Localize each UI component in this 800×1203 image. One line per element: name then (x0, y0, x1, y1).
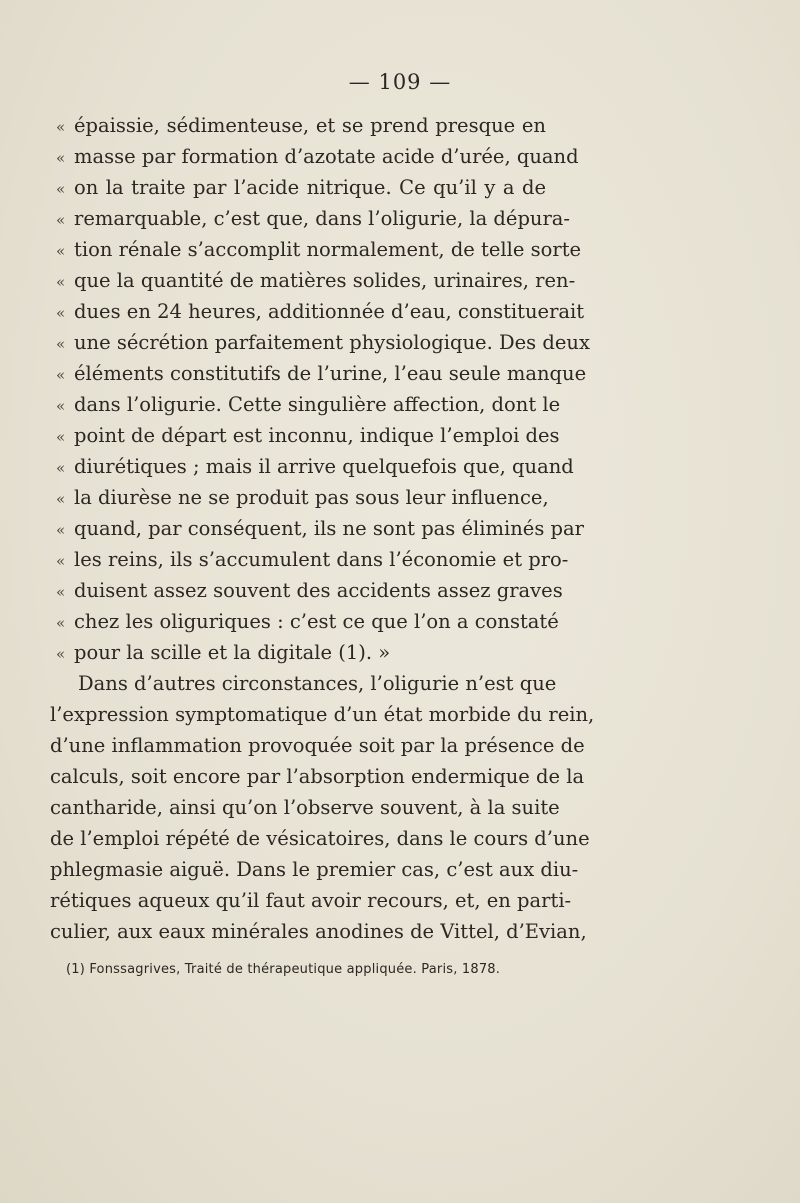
quote-text: les reins, ils s’accumulent dans l’économie et pro- (74, 548, 569, 571)
paragraph-line: d’une inflammation provoquée soit par la présence de (50, 734, 585, 757)
quote-mark: « (56, 304, 66, 322)
quote-mark: « (56, 273, 66, 291)
quote-mark: « (56, 490, 66, 508)
paragraph-line: l’expression symptomatique d’un état morbide du rein, (50, 703, 595, 726)
quote-line (56, 424, 560, 449)
quote-line (56, 393, 561, 418)
quote-text: duisent assez souvent des accidents assez graves (74, 579, 563, 602)
paragraph-line: rétiques aqueux qu’il faut avoir recours, et, en parti- (50, 889, 572, 912)
quote-mark: « (56, 521, 66, 539)
quote-text: tion rénale s’accomplit normalement, de telle sorte (74, 238, 582, 261)
quote-mark: « (56, 397, 66, 415)
quote-line (56, 579, 563, 604)
paragraph-line: de l’emploi répété de vésicatoires, dans le cours d’une (50, 827, 590, 850)
quote-line (56, 331, 590, 356)
quote-line (56, 517, 584, 542)
paragraph-line: calculs, soit encore par l’absorption endermique de la (50, 765, 585, 788)
quote-text: une sécrétion parfaitement physiologique. Des deux (74, 331, 590, 354)
quote-text: quand, par conséquent, ils ne sont pas éliminés par (74, 517, 584, 540)
paragraph-line: cantharide, ainsi qu’on l’observe souvent, à la suite (50, 796, 560, 819)
quote-line (56, 114, 546, 139)
quote-line (56, 486, 549, 511)
quote-mark: « (56, 335, 66, 353)
quote-mark: « (56, 614, 66, 632)
quote-mark: « (56, 366, 66, 384)
quote-text: dans l’oligurie. Cette singulière affection, dont le (74, 393, 561, 416)
quote-text: pour la scille et la digitale (1). » (74, 641, 391, 664)
quote-mark: « (56, 428, 66, 446)
quote-text: point de départ est inconnu, indique l’emploi des (74, 424, 560, 447)
quote-line (56, 610, 559, 635)
quote-text: la diurèse ne se produit pas sous leur influence, (74, 486, 549, 509)
quote-line (56, 238, 582, 263)
quote-line (56, 300, 585, 325)
quote-text: on la traite par l’acide nitrique. Ce qu’il y a de (74, 176, 546, 199)
quote-mark: « (56, 149, 66, 167)
quote-mark: « (56, 118, 66, 136)
quote-mark: « (56, 552, 66, 570)
paragraph-line: phlegmasie aiguë. Dans le premier cas, c’est aux diu- (50, 858, 579, 881)
quote-text: que la quantité de matières solides, urinaires, ren- (74, 269, 576, 292)
quote-line (56, 641, 546, 666)
quote-mark: « (56, 180, 66, 198)
quote-mark: « (56, 645, 66, 663)
page-number: — 109 — (348, 70, 452, 94)
quote-text: masse par formation d’azotate acide d’urée, quand (74, 145, 579, 168)
quote-line (56, 145, 579, 170)
quote-mark: « (56, 211, 66, 229)
quote-line (56, 207, 571, 232)
quote-text: dues en 24 heures, additionnée d’eau, constituerait (74, 300, 585, 323)
footnote: (1) Fonssagrives, Traité de thérapeutique appliquée. Paris, 1878. (66, 962, 501, 977)
quote-line (56, 269, 576, 294)
quote-line (56, 176, 546, 201)
quote-text: épaissie, sédimenteuse, et se prend presque en (74, 114, 546, 137)
paragraph-line: Dans d’autres circonstances, l’oligurie n’est que (78, 672, 557, 695)
quote-mark: « (56, 242, 66, 260)
quote-text: éléments constitutifs de l’urine, l’eau seule manque (74, 362, 587, 385)
quote-text: chez les oliguriques : c’est ce que l’on a constaté (74, 610, 559, 633)
quote-text: diurétiques ; mais il arrive quelquefois que, quand (74, 455, 574, 478)
quote-mark: « (56, 583, 66, 601)
quote-text: remarquable, c’est que, dans l’oligurie, la dépura- (74, 207, 571, 230)
quote-mark: « (56, 459, 66, 477)
quote-line (56, 362, 587, 387)
quote-line (56, 455, 574, 480)
quote-line (56, 548, 569, 573)
paragraph-line: culier, aux eaux minérales anodines de Vittel, d’Evian, (50, 920, 587, 943)
